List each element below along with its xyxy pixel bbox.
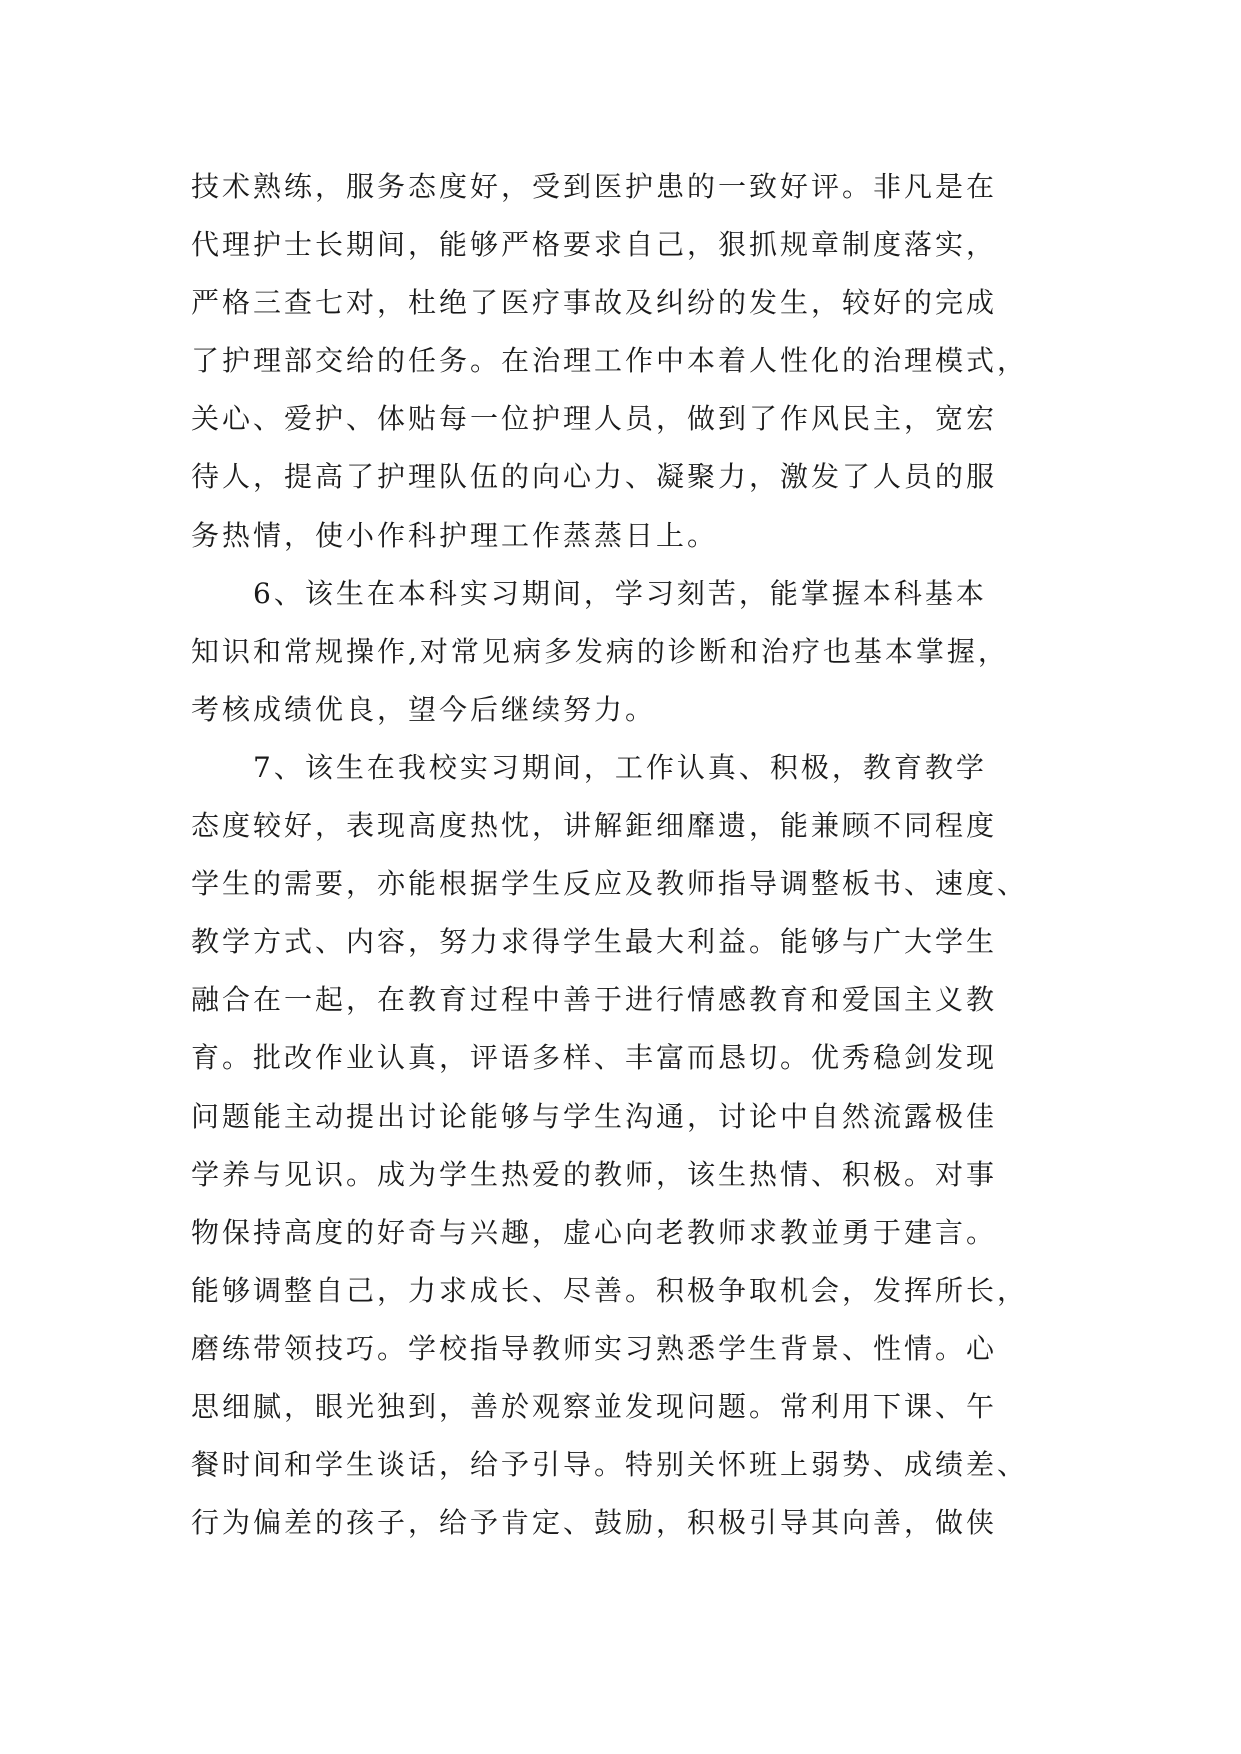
text-line: 技术熟练，服务态度好，受到医护患的一致好评。非凡是在 [191, 170, 998, 203]
text-line: 务热情，使小作科护理工作蒸蒸日上。 [191, 518, 719, 552]
text-line: 态度较好，表现高度热忱，讲解鉅细靡遗，能兼顾不同程度 [191, 809, 998, 843]
text-line: 思细腻，眼光独到，善於观察並发现问题。常利用下课、午 [191, 1389, 998, 1423]
text-line: 严格三查七对，杜绝了医疗事故及纠纷的发生，较好的完成 [191, 286, 998, 320]
text-line: 待人，提高了护理队伍的向心力、凝聚力，激发了人员的服 [191, 460, 998, 494]
text-line: 学养与见识。成为学生热爱的教师，该生热情、积极。对事 [191, 1157, 998, 1191]
text-line: 磨练带领技巧。学校指导教师实习熟悉学生背景、性情。心 [191, 1331, 998, 1365]
text-line: 问题能主动提出讨论能够与学生沟通，讨论中自然流露极佳 [191, 1099, 998, 1133]
text-line: 了护理部交给的任务。在治理工作中本着人性化的治理模式， [191, 344, 1029, 378]
text-line: 知识和常规操作,对常见病多发病的诊断和治疗也基本掌握， [191, 634, 1009, 668]
text-line: 考核成绩优良，望今后继续努力。 [191, 692, 657, 726]
text-line: 育。批改作业认真，评语多样、丰富而恳切。优秀稳剑发现 [191, 1041, 998, 1075]
text-line: 7、该生在我校实习期间，工作认真、积极，教育教学 [191, 750, 987, 784]
text-line: 学生的需要，亦能根据学生反应及教师指导调整板书、速度、 [191, 867, 1029, 901]
text-line: 代理护士长期间，能够严格要求自己，狠抓规章制度落实， [191, 228, 998, 262]
text-line: 行为偏差的孩子，给予肯定、鼓励，积极引导其向善，做侠 [191, 1506, 998, 1540]
text-line: 能够调整自己，力求成长、尽善。积极争取机会，发挥所长， [191, 1273, 1029, 1307]
text-line: 融合在一起，在教育过程中善于进行情感教育和爱国主义教 [191, 983, 998, 1017]
text-line: 教学方式、内容，努力求得学生最大利益。能够与广大学生 [191, 925, 998, 959]
text-line: 关心、爱护、体贴每一位护理人员，做到了作风民主，宽宏 [191, 402, 998, 436]
text-line: 6、该生在本科实习期间，学习刻苦，能掌握本科基本 [191, 576, 987, 610]
text-line: 餐时间和学生谈话，给予引导。特别关怀班上弱势、成绩差、 [191, 1448, 1029, 1482]
body-text [191, 158, 1071, 1552]
text-line: 物保持高度的好奇与兴趣，虚心向老教师求教並勇于建言。 [191, 1215, 998, 1249]
